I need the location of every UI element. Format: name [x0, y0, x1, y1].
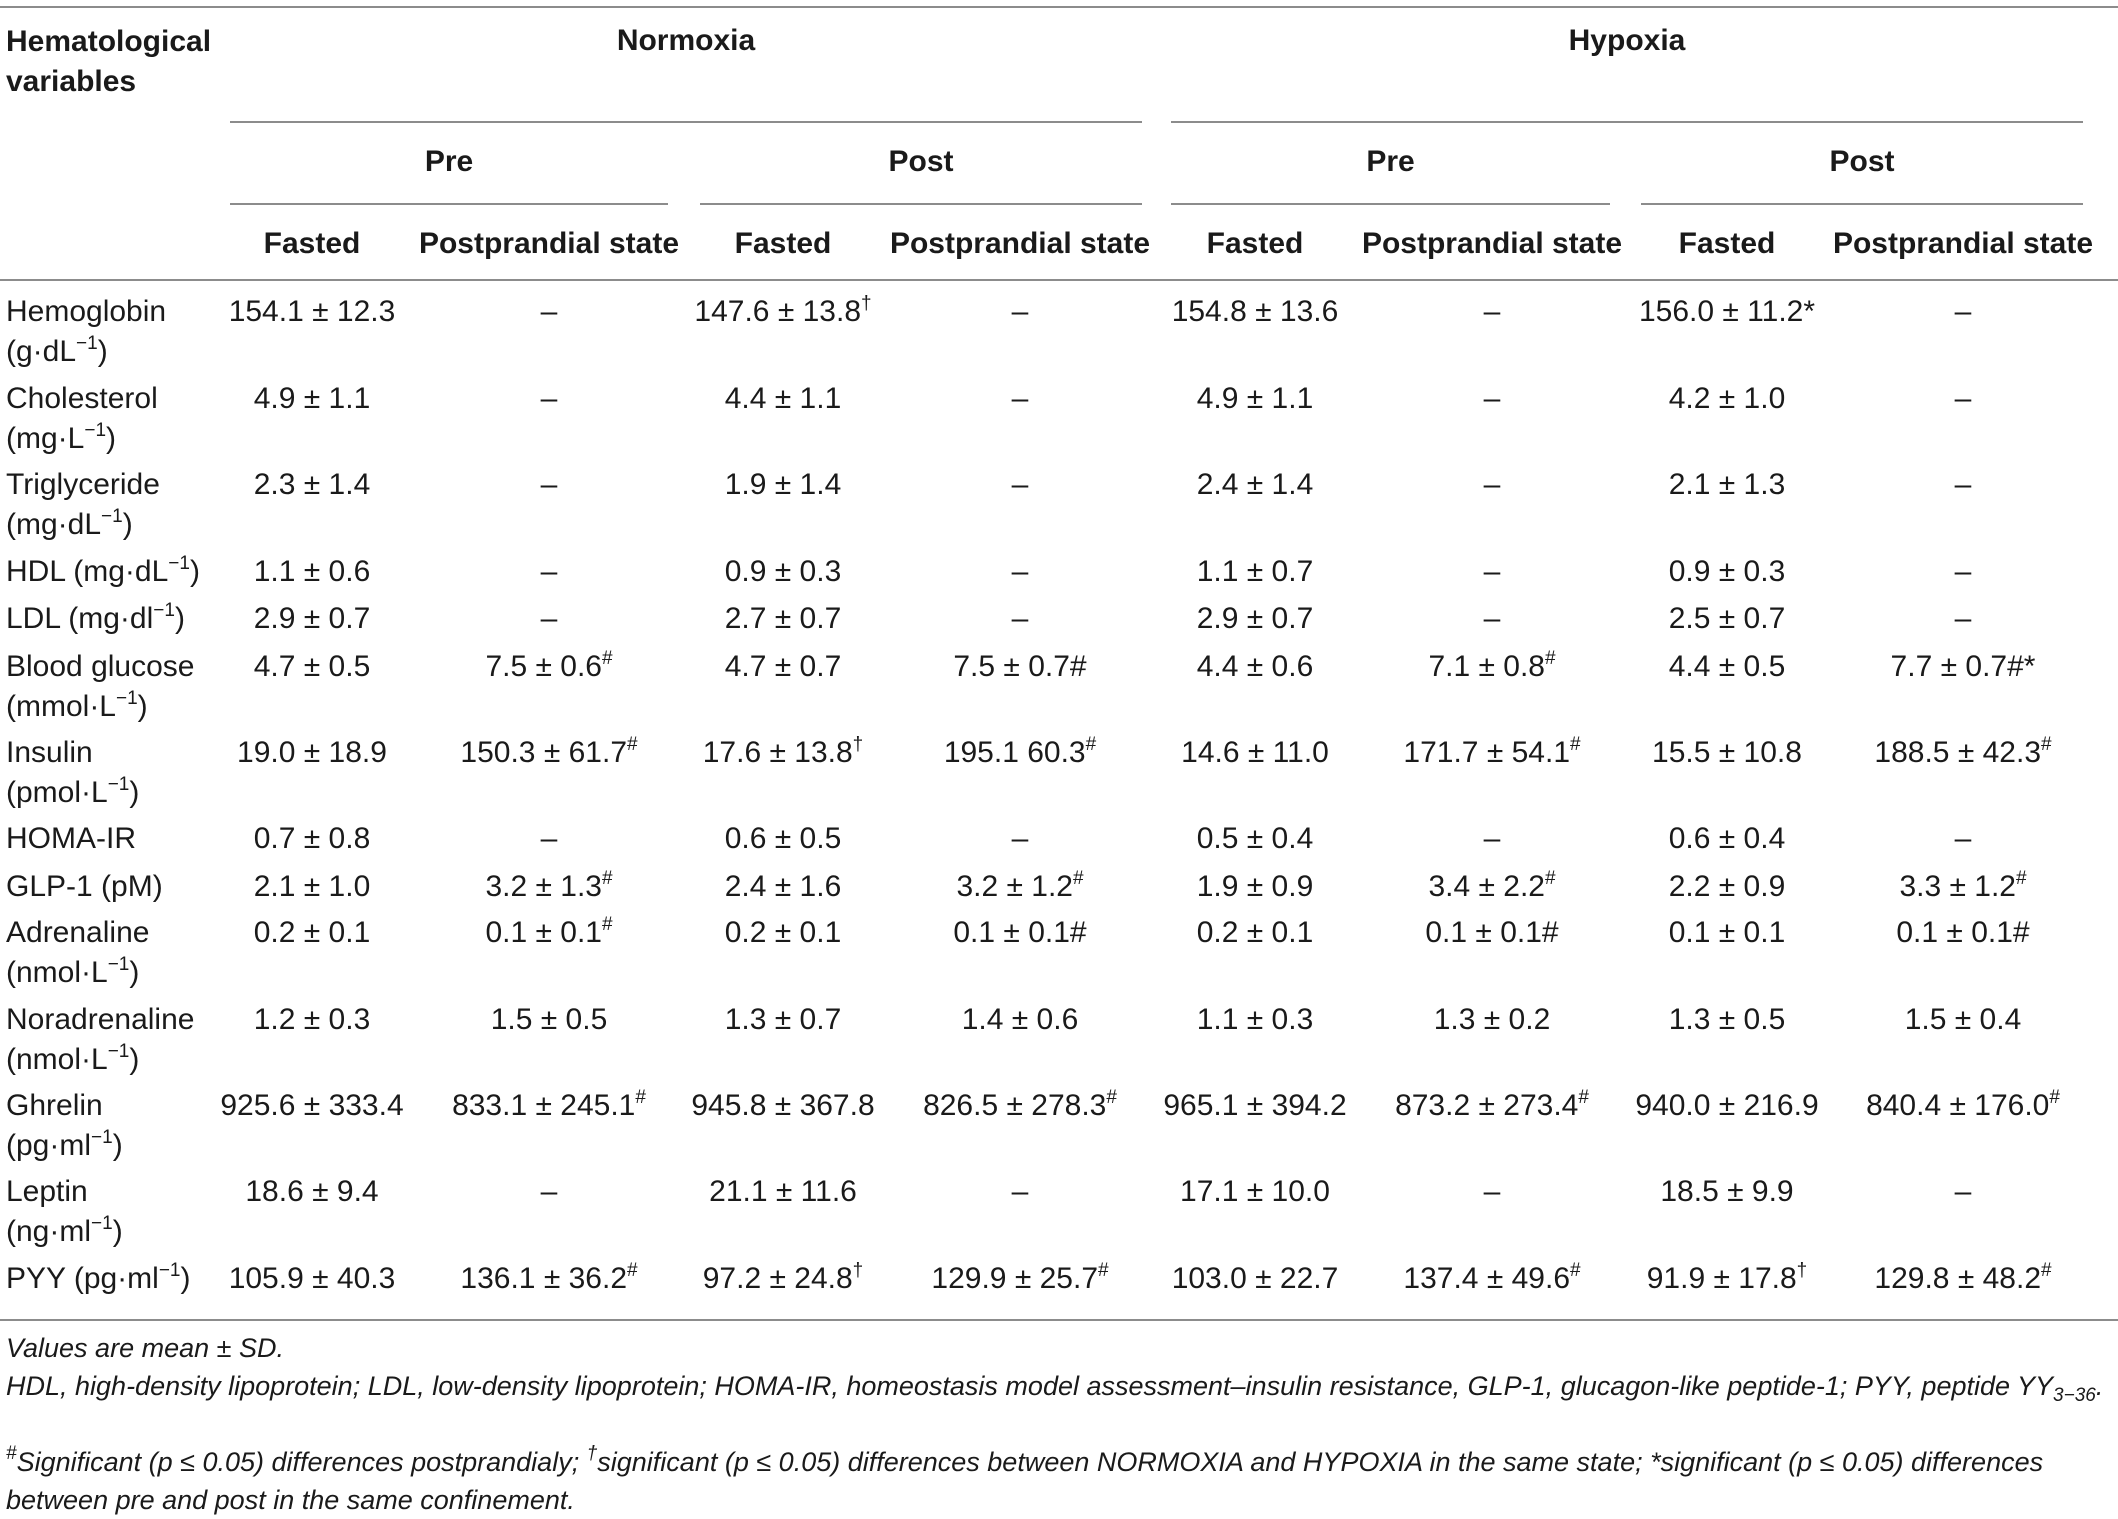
table-cell [1823, 379, 2103, 419]
significance-mark: # [2041, 1260, 2052, 1281]
significance-mark: # [1544, 868, 1556, 889]
cell-value: 0.2 ± 0.1 [724, 916, 842, 949]
column-header: Fasted [1206, 227, 1304, 260]
cell-value: 2.5 ± 0.7 [1668, 602, 1786, 635]
row-unit-end: ) [112, 1215, 123, 1248]
cell-value: – [1483, 295, 1501, 328]
cell-value: – [540, 468, 558, 501]
cell-value: 0.9 ± 0.3 [1668, 555, 1786, 588]
cell-value: 2.3 ± 1.4 [253, 468, 371, 501]
cell-value: 3.2 ± 1.3 [485, 870, 602, 903]
cell-value: 4.4 ± 1.1 [724, 382, 842, 415]
row-name-end: ) [174, 602, 185, 635]
cell-value: – [1011, 555, 1029, 588]
header-hypoxia-post: Post [1829, 145, 1895, 178]
table-cell [1823, 1086, 2103, 1126]
cell-value: 0.7 ± 0.8 [253, 822, 371, 855]
cell-value: 0.1 ± 0.1# [1896, 916, 2030, 949]
row-name: HOMA-IR [6, 822, 136, 855]
cell-value: 0.1 ± 0.1 [485, 916, 602, 949]
header-variables: Hematological variables [6, 25, 212, 98]
cell-value: 1.4 ± 0.6 [961, 1003, 1079, 1036]
row-unit-exponent: −1 [107, 1041, 130, 1062]
significance-mark: † [852, 734, 864, 755]
table-cell [1823, 647, 2103, 687]
cell-value: 2.4 ± 1.4 [1196, 468, 1314, 501]
header-bottom-rule [0, 279, 2118, 281]
row-name: PYY (pg·ml [6, 1262, 159, 1295]
header-normoxia-post: Post [888, 145, 954, 178]
significance-mark: # [601, 648, 613, 669]
cell-value: 1.2 ± 0.3 [253, 1003, 371, 1036]
significance-mark: # [2049, 1087, 2060, 1108]
cell-value: 105.9 ± 40.3 [228, 1262, 396, 1295]
significance-mark: † [1796, 1260, 1808, 1281]
cell-value: 18.6 ± 9.4 [245, 1175, 379, 1208]
row-name: Insulin [6, 736, 93, 769]
table-cell [1823, 465, 2103, 505]
cell-value: 0.1 ± 0.1# [953, 916, 1087, 949]
cell-value: 150.3 ± 61.7 [460, 736, 628, 769]
significance-mark: # [1098, 1260, 1109, 1281]
significance-mark: # [1544, 648, 1556, 669]
cell-value: – [540, 822, 558, 855]
cell-value: 873.2 ± 273.4 [1395, 1089, 1579, 1122]
normoxia-rule [230, 121, 1142, 123]
row-unit-exponent: −1 [107, 954, 130, 975]
row-unit-exponent: −1 [91, 1127, 113, 1148]
cell-value: 0.2 ± 0.1 [1196, 916, 1314, 949]
column-header: Postprandial state [418, 227, 680, 260]
normoxia-post-rule [700, 203, 1142, 205]
cell-value: 1.1 ± 0.7 [1196, 555, 1314, 588]
cell-value: 4.7 ± 0.5 [253, 650, 371, 683]
cell-value: – [1954, 468, 1972, 501]
hypoxia-post-rule [1641, 203, 2083, 205]
cell-value: 129.8 ± 48.2 [1874, 1262, 2042, 1295]
cell-value: – [1483, 468, 1501, 501]
row-unit-end: ) [137, 690, 148, 723]
column-header: Postprandial state [889, 227, 1151, 260]
cell-value: 940.0 ± 216.9 [1635, 1089, 1819, 1122]
cell-value: – [1011, 382, 1029, 415]
significance-mark: # [627, 734, 638, 755]
significance-mark: # [1570, 734, 1581, 755]
cell-value: 137.4 ± 49.6 [1403, 1262, 1571, 1295]
row-name: Cholesterol [6, 382, 158, 415]
cell-value: – [1011, 295, 1029, 328]
cell-value: 2.7 ± 0.7 [724, 602, 842, 635]
cell-value: 188.5 ± 42.3 [1874, 736, 2042, 769]
cell-value: – [1483, 822, 1501, 855]
cell-value: – [540, 602, 558, 635]
cell-value: 0.1 ± 0.1 [1668, 916, 1786, 949]
cell-value: 17.6 ± 13.8 [702, 736, 853, 769]
significance-mark: # [601, 868, 613, 889]
header-hypoxia-pre: Pre [1366, 145, 1415, 178]
row-unit: (mg·dL [6, 508, 102, 541]
row-name-exponent: −1 [168, 553, 190, 574]
significance-mark: # [1578, 1087, 1589, 1108]
table-cell [1823, 733, 2103, 773]
cell-value: 15.5 ± 10.8 [1652, 736, 1802, 769]
row-name-exponent: −1 [158, 1260, 181, 1281]
abbrev-sub: 3−36 [2053, 1385, 2096, 1406]
row-name-end: ) [189, 555, 200, 588]
column-header: Postprandial state [1832, 227, 2094, 260]
significance-mark: † [861, 293, 872, 314]
row-unit-exponent: −1 [116, 688, 138, 709]
row-unit: (nmol·L [6, 956, 108, 989]
table-cell [1823, 599, 2103, 639]
sig-mark-hash: # [6, 1443, 17, 1464]
cell-value: 7.7 ± 0.7#* [1890, 650, 2036, 683]
abbrev-main: HDL, high-density lipoprotein; LDL, low-density lipoprotein; HOMA-IR, homeostasis model assessment–insulin resistance, GLP-1, glucagon-like peptide-1; PYY, peptide YY [6, 1371, 2054, 1401]
cell-value: – [1954, 555, 1972, 588]
cell-value: 1.9 ± 1.4 [724, 468, 842, 501]
significance-mark: # [1106, 1087, 1117, 1108]
significance-mark: # [2041, 734, 2052, 755]
cell-value: 925.6 ± 333.4 [220, 1089, 404, 1122]
row-unit-end: ) [129, 776, 140, 809]
cell-value: 1.3 ± 0.2 [1433, 1003, 1551, 1036]
cell-value: 19.0 ± 18.9 [237, 736, 387, 769]
cell-value: 14.6 ± 11.0 [1181, 736, 1329, 769]
cell-value: 3.2 ± 1.2 [956, 870, 1073, 903]
significance-mark: † [852, 1260, 864, 1281]
cell-value: – [1011, 602, 1029, 635]
cell-value: 4.9 ± 1.1 [253, 382, 371, 415]
cell-value: – [1483, 602, 1501, 635]
footnote-values: Values are mean ± SD. [6, 1333, 284, 1363]
cell-value: 2.1 ± 1.3 [1668, 468, 1786, 501]
row-name-end: ) [180, 1262, 191, 1295]
cell-value: – [1954, 1175, 1972, 1208]
hypoxia-pre-rule [1171, 203, 1610, 205]
cell-value: 0.6 ± 0.4 [1668, 822, 1786, 855]
cell-value: 18.5 ± 9.9 [1660, 1175, 1794, 1208]
table-cell [1823, 913, 2103, 953]
cell-value: 2.9 ± 0.7 [253, 602, 371, 635]
row-unit-exponent: −1 [76, 333, 98, 354]
table-cell [1823, 1000, 2103, 1040]
cell-value: 2.4 ± 1.6 [724, 870, 842, 903]
cell-value: 0.9 ± 0.3 [724, 555, 842, 588]
header-hypoxia: Hypoxia [1568, 24, 1686, 57]
cell-value: 3.3 ± 1.2 [1899, 870, 2016, 903]
row-unit: (nmol·L [6, 1043, 108, 1076]
row-unit: (g·dL [6, 335, 77, 368]
table-cell [1823, 819, 2103, 859]
cell-value: 2.1 ± 1.0 [253, 870, 371, 903]
cell-value: – [1954, 295, 1972, 328]
table-cell [1823, 1259, 2103, 1299]
table-cell [1823, 1172, 2103, 1212]
significance-mark: # [627, 1260, 638, 1281]
cell-value: – [1011, 1175, 1029, 1208]
row-unit-end: ) [112, 1129, 123, 1162]
significance-mark: # [601, 914, 613, 935]
cell-value: 97.2 ± 24.8 [702, 1262, 853, 1295]
cell-value: 171.7 ± 54.1 [1403, 736, 1571, 769]
cell-value: 1.5 ± 0.5 [490, 1003, 608, 1036]
sig-text-2: significant (p ≤ 0.05) differences between NORMOXIA and HYPOXIA in the same state; *significant (p ≤ 0.05) differences between pre and post in the same confinement. [6, 1447, 2044, 1515]
row-name: Leptin [6, 1175, 88, 1208]
hypoxia-rule [1171, 121, 2083, 123]
cell-value: 0.6 ± 0.5 [724, 822, 842, 855]
header-normoxia-pre: Pre [424, 145, 474, 178]
cell-value: 1.1 ± 0.3 [1196, 1003, 1314, 1036]
sig-text-1: Significant (p ≤ 0.05) differences postprandialy; [16, 1447, 587, 1477]
column-header: Fasted [263, 227, 361, 260]
row-unit: (pmol·L [6, 776, 108, 809]
significance-mark: # [2015, 868, 2027, 889]
row-unit-exponent: −1 [91, 1213, 113, 1234]
cell-value: 0.5 ± 0.4 [1196, 822, 1314, 855]
column-header: Postprandial state [1361, 227, 1623, 260]
cell-value: 965.1 ± 394.2 [1163, 1089, 1347, 1122]
abbrev-end: . [2095, 1371, 2104, 1401]
cell-value: 147.6 ± 13.8 [694, 295, 862, 328]
cell-value: 0.1 ± 0.1# [1425, 916, 1559, 949]
cell-value: – [540, 555, 558, 588]
table-cell [1823, 552, 2103, 592]
cell-value: – [540, 382, 558, 415]
table-bottom-rule [0, 1319, 2118, 1321]
cell-value: 7.5 ± 0.6 [485, 650, 602, 683]
cell-value: 156.0 ± 11.2* [1638, 295, 1816, 328]
cell-value: – [1483, 382, 1501, 415]
row-name: Blood glucose [6, 650, 195, 683]
cell-value: 4.4 ± 0.5 [1668, 650, 1786, 683]
cell-value: 1.9 ± 0.9 [1196, 870, 1314, 903]
footnote-significance [6, 1443, 2112, 1519]
table-cell [1823, 867, 2103, 907]
column-header: Fasted [1678, 227, 1776, 260]
cell-value: 154.8 ± 13.6 [1171, 295, 1339, 328]
cell-value: 129.9 ± 25.7 [931, 1262, 1099, 1295]
cell-value: 17.1 ± 10.0 [1180, 1175, 1330, 1208]
row-unit-exponent: −1 [84, 420, 107, 441]
cell-value: – [540, 1175, 558, 1208]
cell-value: 7.5 ± 0.7# [953, 650, 1087, 683]
cell-value: 4.2 ± 1.0 [1668, 382, 1786, 415]
cell-value: 91.9 ± 17.8 [1646, 1262, 1797, 1295]
row-name: Adrenaline [6, 916, 150, 949]
top-rule [0, 6, 2118, 8]
row-unit: (pg·ml [6, 1129, 92, 1162]
row-name: Hemoglobin [6, 295, 167, 328]
row-unit: (mmol·L [6, 690, 116, 723]
cell-value: 1.3 ± 0.5 [1668, 1003, 1786, 1036]
cell-value: 2.2 ± 0.9 [1668, 870, 1786, 903]
row-unit-end: ) [106, 422, 117, 455]
footnote-abbreviations [6, 1367, 2112, 1405]
significance-mark: # [1072, 868, 1084, 889]
table-cell [1823, 292, 2103, 332]
column-header: Fasted [734, 227, 832, 260]
cell-value: – [1954, 382, 1972, 415]
cell-value: – [1483, 555, 1501, 588]
row-unit-end: ) [129, 956, 140, 989]
cell-value: – [1954, 602, 1972, 635]
cell-value: 21.1 ± 11.6 [709, 1175, 857, 1208]
cell-value: 1.1 ± 0.6 [253, 555, 371, 588]
cell-value: 103.0 ± 22.7 [1171, 1262, 1339, 1295]
cell-value: – [1011, 468, 1029, 501]
cell-value: 0.2 ± 0.1 [253, 916, 371, 949]
row-unit-exponent: −1 [107, 774, 130, 795]
cell-value: – [1954, 822, 1972, 855]
row-name: Noradrenaline [6, 1003, 195, 1036]
cell-value: 4.7 ± 0.7 [724, 650, 842, 683]
cell-value: 7.1 ± 0.8 [1428, 650, 1545, 683]
row-name: HDL (mg·dL [6, 555, 169, 588]
header-normoxia: Normoxia [616, 24, 756, 57]
row-unit-end: ) [129, 1043, 140, 1076]
row-unit: (mg·L [6, 422, 85, 455]
significance-mark: # [635, 1087, 646, 1108]
row-name: LDL (mg·dl [6, 602, 154, 635]
sig-mark-dagger: † [586, 1443, 598, 1464]
significance-mark: # [1570, 1260, 1581, 1281]
cell-value: 195.1 60.3 [943, 736, 1086, 769]
cell-value: 136.1 ± 36.2 [460, 1262, 628, 1295]
cell-value: 833.1 ± 245.1 [452, 1089, 636, 1122]
row-unit-end: ) [122, 508, 133, 541]
cell-value: 154.1 ± 12.3 [228, 295, 396, 328]
significance-mark: # [1085, 734, 1097, 755]
cell-value: 1.3 ± 0.7 [724, 1003, 842, 1036]
row-name: GLP-1 (pM) [6, 870, 163, 903]
row-unit: (ng·ml [6, 1215, 92, 1248]
cell-value: – [1483, 1175, 1501, 1208]
row-name: Triglyceride [6, 468, 160, 501]
normoxia-pre-rule [230, 203, 668, 205]
row-unit-end: ) [97, 335, 108, 368]
cell-value: 826.5 ± 278.3 [923, 1089, 1107, 1122]
cell-value: – [1011, 822, 1029, 855]
cell-value: – [540, 295, 558, 328]
cell-value: 1.5 ± 0.4 [1904, 1003, 2022, 1036]
cell-value: 4.4 ± 0.6 [1196, 650, 1314, 683]
cell-value: 4.9 ± 1.1 [1196, 382, 1314, 415]
cell-value: 945.8 ± 367.8 [691, 1089, 875, 1122]
row-name-exponent: −1 [153, 600, 175, 621]
cell-value: 2.9 ± 0.7 [1196, 602, 1314, 635]
cell-value: 840.4 ± 176.0 [1866, 1089, 2050, 1122]
row-unit-exponent: −1 [101, 506, 123, 527]
row-name: Ghrelin [6, 1089, 103, 1122]
cell-value: 3.4 ± 2.2 [1428, 870, 1545, 903]
